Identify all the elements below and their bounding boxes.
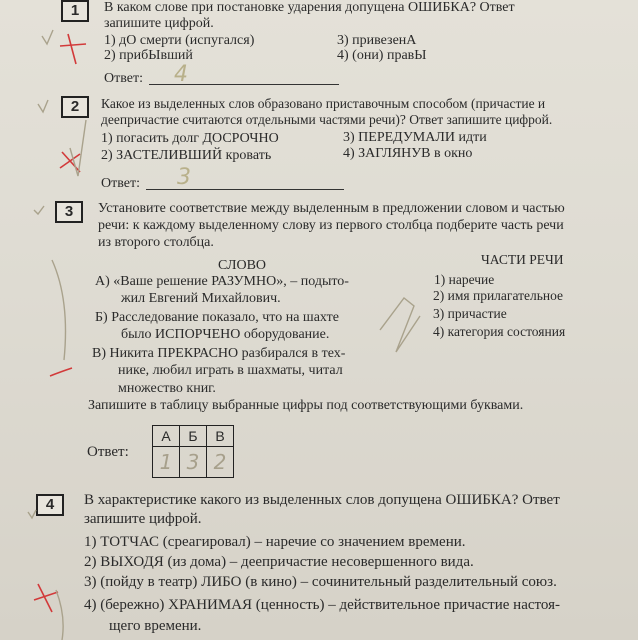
task-3-item-a-line-1: А) «Ваше решение РАЗУМНО», – подыто- bbox=[95, 274, 349, 289]
answer-table-value-a: 1 bbox=[153, 447, 180, 478]
task-number-4: 4 bbox=[36, 494, 64, 516]
answer-table-header-b: Б bbox=[180, 426, 207, 447]
task-3-col2-title: ЧАСТИ РЕЧИ bbox=[481, 252, 564, 267]
task-2-question-line-1: Какое из выделенных слов образовано приставочным способом (причастие и bbox=[101, 96, 546, 111]
task-2-option-3: 3) ПЕРЕДУМАЛИ идти bbox=[343, 130, 487, 145]
task-1-handwritten-answer: 4 bbox=[174, 62, 188, 87]
answer-table-header-v: В bbox=[207, 426, 234, 447]
task-3-col1-title: СЛОВО bbox=[218, 258, 267, 273]
red-cross-task-2 bbox=[60, 152, 80, 172]
task-1-option-2: 2) прибЫвший bbox=[104, 48, 193, 63]
task-3-item-a-line-2: жил Евгений Михайлович. bbox=[121, 291, 281, 306]
task-1-question-line-2: запишите цифрой. bbox=[104, 16, 214, 31]
task-3-table-instruction: Запишите в таблицу выбранные цифры под соответствующими буквами. bbox=[88, 398, 524, 413]
task-4-option-3: 3) (пойду в театр) ЛИБО (в кино) – сочинительный разделительный союз. bbox=[84, 574, 557, 590]
task-1-option-1: 1) дО смерти (испугался) bbox=[104, 33, 255, 48]
task-3-item-v-line-2: нике, любил играть в шахматы, читал bbox=[118, 363, 343, 378]
red-dash-task-3 bbox=[50, 368, 72, 376]
task-3-item-b-line-2: было ИСПОРЧЕНО оборудование. bbox=[121, 327, 330, 342]
task-number-2: 2 bbox=[61, 96, 89, 118]
task-3-answer-label: Ответ: bbox=[87, 444, 129, 460]
task-1-question-line-1: В каком слове при постановке ударения допущена ОШИБКА? Ответ bbox=[104, 0, 515, 15]
task-1-answer-label: Ответ: bbox=[104, 71, 143, 86]
task-4-option-2: 2) ВЫХОДЯ (из дома) – деепричастие несовершенного вида. bbox=[84, 554, 474, 570]
answer-table-value-b: 3 bbox=[180, 447, 207, 478]
task-2-option-2: 2) ЗАСТЕЛИВШИЙ кровать bbox=[101, 148, 272, 163]
task-3-pos-3: 3) причастие bbox=[433, 306, 507, 321]
task-4-question-line-1: В характеристике какого из выделенных слов допущена ОШИБКА? Ответ bbox=[84, 492, 560, 508]
task-4-option-4: 4) (бережно) ХРАНИМАЯ (ценность) – действительное причастие настоя- bbox=[84, 597, 560, 613]
task-2-answer-label: Ответ: bbox=[101, 176, 140, 191]
task-1-option-3: 3) привезенА bbox=[337, 33, 417, 48]
task-4-option-1: 1) ТОТЧАС (среагировал) – наречие со значением времени. bbox=[84, 534, 466, 550]
task-3-question-line-2: речи: к каждому выделенному слову из первого столбца подберите часть речи bbox=[98, 218, 564, 233]
task-3-pos-4: 4) категория состояния bbox=[433, 324, 566, 339]
task-2-option-1: 1) погасить долг ДОСРОЧНО bbox=[101, 131, 279, 146]
pencil-checkmarks bbox=[28, 30, 420, 640]
task-4-question-line-2: запишите цифрой. bbox=[84, 511, 202, 527]
task-3-item-v-line-1: В) Никита ПРЕКРАСНО разбирался в тех- bbox=[92, 346, 346, 361]
task-3-pos-2: 2) имя прилагательное bbox=[433, 288, 563, 303]
red-cross-task-1 bbox=[60, 34, 86, 64]
answer-table-value-v: 2 bbox=[207, 447, 234, 478]
task-number-3: 3 bbox=[55, 201, 83, 223]
task-3-item-b-line-1: Б) Расследование показало, что на шахте bbox=[95, 310, 339, 325]
red-cross-task-4 bbox=[34, 584, 58, 612]
task-2-option-4: 4) ЗАГЛЯНУВ в окно bbox=[343, 146, 473, 161]
task-3-item-v-line-3: множество книг. bbox=[118, 381, 216, 396]
task-number-1: 1 bbox=[61, 0, 89, 22]
task-3-question-line-1: Установите соответствие между выделенным в предложении словом и частью bbox=[98, 201, 565, 216]
task-3-question-line-3: из второго столбца. bbox=[98, 235, 214, 250]
task-3-pos-1: 1) наречие bbox=[434, 272, 495, 287]
task-2-question-line-2: деепричастие считаются отдельными частями речи)? Ответ запишите цифрой. bbox=[101, 112, 553, 127]
answer-table-header-a: А bbox=[153, 426, 180, 447]
task-1-option-4: 4) (они) правЫ bbox=[337, 48, 427, 63]
task-2-handwritten-answer: 3 bbox=[177, 165, 191, 190]
task-4-option-4-continuation: щего времени. bbox=[109, 618, 202, 634]
